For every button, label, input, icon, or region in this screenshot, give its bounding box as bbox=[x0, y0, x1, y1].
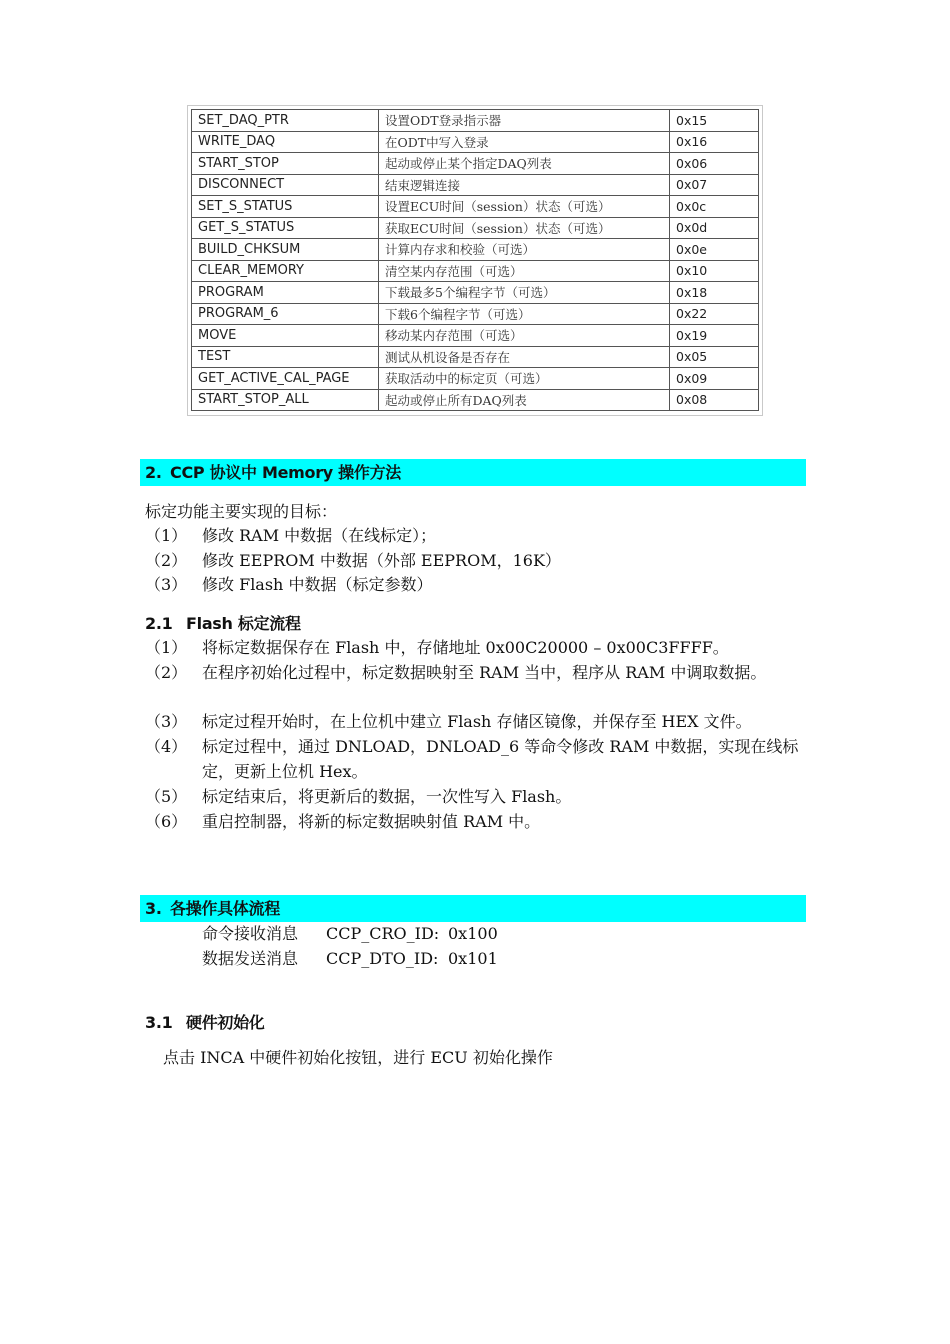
section-3-1-title: 硬件初始化 bbox=[186, 1013, 265, 1032]
step-text: 将标定数据保存在 Flash 中，存储地址 0x00C20000 – 0x00C3FFFF。 bbox=[202, 638, 729, 657]
command-name: DISCONNECT bbox=[192, 174, 379, 196]
command-code: 0x08 bbox=[670, 389, 759, 411]
section-2-title: CCP 协议中 Memory 操作方法 bbox=[170, 463, 401, 482]
command-row bbox=[192, 303, 759, 325]
command-code: 0x07 bbox=[670, 174, 759, 196]
command-description: 获取活动中的标定页（可选） bbox=[379, 368, 670, 390]
command-description: 在ODT中写入登录 bbox=[379, 131, 670, 153]
command-name: SET_DAQ_PTR bbox=[192, 110, 379, 132]
command-name: MOVE bbox=[192, 325, 379, 347]
step-text: 在程序初始化过程中，标定数据映射至 RAM 当中，程序从 RAM 中调取数据。 bbox=[202, 663, 767, 682]
command-name: TEST bbox=[192, 346, 379, 368]
step-marker: （4） bbox=[145, 737, 188, 756]
goal-item bbox=[145, 572, 810, 597]
command-code: 0x15 bbox=[670, 110, 759, 132]
section-2-intro: 标定功能主要实现的目标： bbox=[145, 502, 338, 521]
command-row bbox=[192, 282, 759, 304]
command-row bbox=[192, 110, 759, 132]
step-item bbox=[145, 734, 810, 784]
command-description: 清空某内存范围（可选） bbox=[379, 260, 670, 282]
message-label: 命令接收消息 bbox=[202, 924, 299, 943]
message-id-value: 0x101 bbox=[448, 949, 498, 968]
section-3-number: 3. bbox=[145, 899, 162, 918]
command-name: CLEAR_MEMORY bbox=[192, 260, 379, 282]
goal-text: 修改 RAM 中数据（在线标定）； bbox=[202, 526, 437, 545]
section-3-title: 各操作具体流程 bbox=[170, 899, 280, 918]
command-description: 设置ODT登录指示器 bbox=[379, 110, 670, 132]
command-name: GET_S_STATUS bbox=[192, 217, 379, 239]
command-name: GET_ACTIVE_CAL_PAGE bbox=[192, 368, 379, 390]
section-2-1-number: 2.1 bbox=[145, 614, 173, 633]
command-row bbox=[192, 239, 759, 261]
section-2-number: 2. bbox=[145, 463, 162, 482]
command-description: 计算内存求和校验（可选） bbox=[379, 239, 670, 261]
command-code: 0x06 bbox=[670, 153, 759, 175]
section-2-1-title: Flash 标定流程 bbox=[186, 614, 301, 633]
message-label: 数据发送消息 bbox=[202, 949, 299, 968]
section-2-1-heading bbox=[145, 611, 301, 634]
step-text: 标定过程开始时，在上位机中建立 Flash 存储区镜像，并保存至 HEX 文件。 bbox=[202, 712, 752, 731]
step-marker: （1） bbox=[145, 638, 188, 657]
command-description: 获取ECU时间（session）状态（可选） bbox=[379, 217, 670, 239]
step-item bbox=[145, 784, 810, 809]
command-code: 0x16 bbox=[670, 131, 759, 153]
step-text: 标定结束后，将更新后的数据，一次性写入 Flash。 bbox=[202, 787, 572, 806]
section-3-1-heading bbox=[145, 1010, 265, 1033]
section-3-1-body: 点击 INCA 中硬件初始化按钮，进行 ECU 初始化操作 bbox=[163, 1048, 553, 1067]
goal-item bbox=[145, 548, 810, 573]
section-3-1-number: 3.1 bbox=[145, 1013, 173, 1032]
goal-item bbox=[145, 523, 810, 548]
command-code: 0x0d bbox=[670, 217, 759, 239]
step-marker: （5） bbox=[145, 787, 188, 806]
message-id-row bbox=[202, 946, 498, 971]
command-code: 0x0e bbox=[670, 239, 759, 261]
command-code: 0x0c bbox=[670, 196, 759, 218]
step-text: 重启控制器，将新的标定数据映射值 RAM 中。 bbox=[202, 812, 541, 831]
command-code: 0x22 bbox=[670, 303, 759, 325]
section-3-heading bbox=[140, 895, 806, 922]
command-row bbox=[192, 196, 759, 218]
command-table bbox=[191, 109, 759, 411]
ccp-command-table bbox=[187, 105, 763, 416]
command-description: 下载6个编程字节（可选） bbox=[379, 303, 670, 325]
command-row bbox=[192, 217, 759, 239]
message-id-name: CCP_CRO_ID: bbox=[326, 924, 440, 943]
step-marker: （2） bbox=[145, 663, 188, 682]
goal-marker: （1） bbox=[145, 526, 188, 545]
goal-marker: （2） bbox=[145, 551, 188, 570]
command-row bbox=[192, 368, 759, 390]
command-description: 测试从机设备是否存在 bbox=[379, 346, 670, 368]
command-name: PROGRAM_6 bbox=[192, 303, 379, 325]
command-name: START_STOP bbox=[192, 153, 379, 175]
section-2-heading bbox=[140, 459, 806, 486]
step-text: 标定过程中，通过 DNLOAD，DNLOAD_6 等命令修改 RAM 中数据，实现在线标定，更新上位机 Hex。 bbox=[202, 737, 799, 781]
goal-text: 修改 Flash 中数据（标定参数） bbox=[202, 575, 433, 594]
step-marker: （3） bbox=[145, 712, 188, 731]
command-code: 0x10 bbox=[670, 260, 759, 282]
step-item bbox=[145, 809, 810, 834]
command-description: 起动或停止某个指定DAQ列表 bbox=[379, 153, 670, 175]
command-row bbox=[192, 325, 759, 347]
command-description: 下载最多5个编程字节（可选） bbox=[379, 282, 670, 304]
command-name: WRITE_DAQ bbox=[192, 131, 379, 153]
command-name: START_STOP_ALL bbox=[192, 389, 379, 411]
command-description: 结束逻辑连接 bbox=[379, 174, 670, 196]
command-row bbox=[192, 389, 759, 411]
goal-marker: （3） bbox=[145, 575, 188, 594]
step-marker: （6） bbox=[145, 812, 188, 831]
goal-text: 修改 EEPROM 中数据（外部 EEPROM，16K） bbox=[202, 551, 561, 570]
command-row bbox=[192, 260, 759, 282]
command-row bbox=[192, 153, 759, 175]
command-row bbox=[192, 131, 759, 153]
command-description: 起动或停止所有DAQ列表 bbox=[379, 389, 670, 411]
message-id-row bbox=[202, 921, 498, 946]
command-name: BUILD_CHKSUM bbox=[192, 239, 379, 261]
command-description: 设置ECU时间（session）状态（可选） bbox=[379, 196, 670, 218]
message-id-value: 0x100 bbox=[448, 924, 498, 943]
command-code: 0x19 bbox=[670, 325, 759, 347]
step-item bbox=[145, 660, 810, 685]
step-item bbox=[145, 635, 810, 660]
command-code: 0x18 bbox=[670, 282, 759, 304]
step-item bbox=[145, 709, 810, 734]
command-table-body bbox=[192, 110, 759, 411]
command-code: 0x05 bbox=[670, 346, 759, 368]
message-id-name: CCP_DTO_ID: bbox=[326, 949, 439, 968]
command-name: SET_S_STATUS bbox=[192, 196, 379, 218]
command-code: 0x09 bbox=[670, 368, 759, 390]
command-description: 移动某内存范围（可选） bbox=[379, 325, 670, 347]
command-row bbox=[192, 174, 759, 196]
command-row bbox=[192, 346, 759, 368]
command-name: PROGRAM bbox=[192, 282, 379, 304]
